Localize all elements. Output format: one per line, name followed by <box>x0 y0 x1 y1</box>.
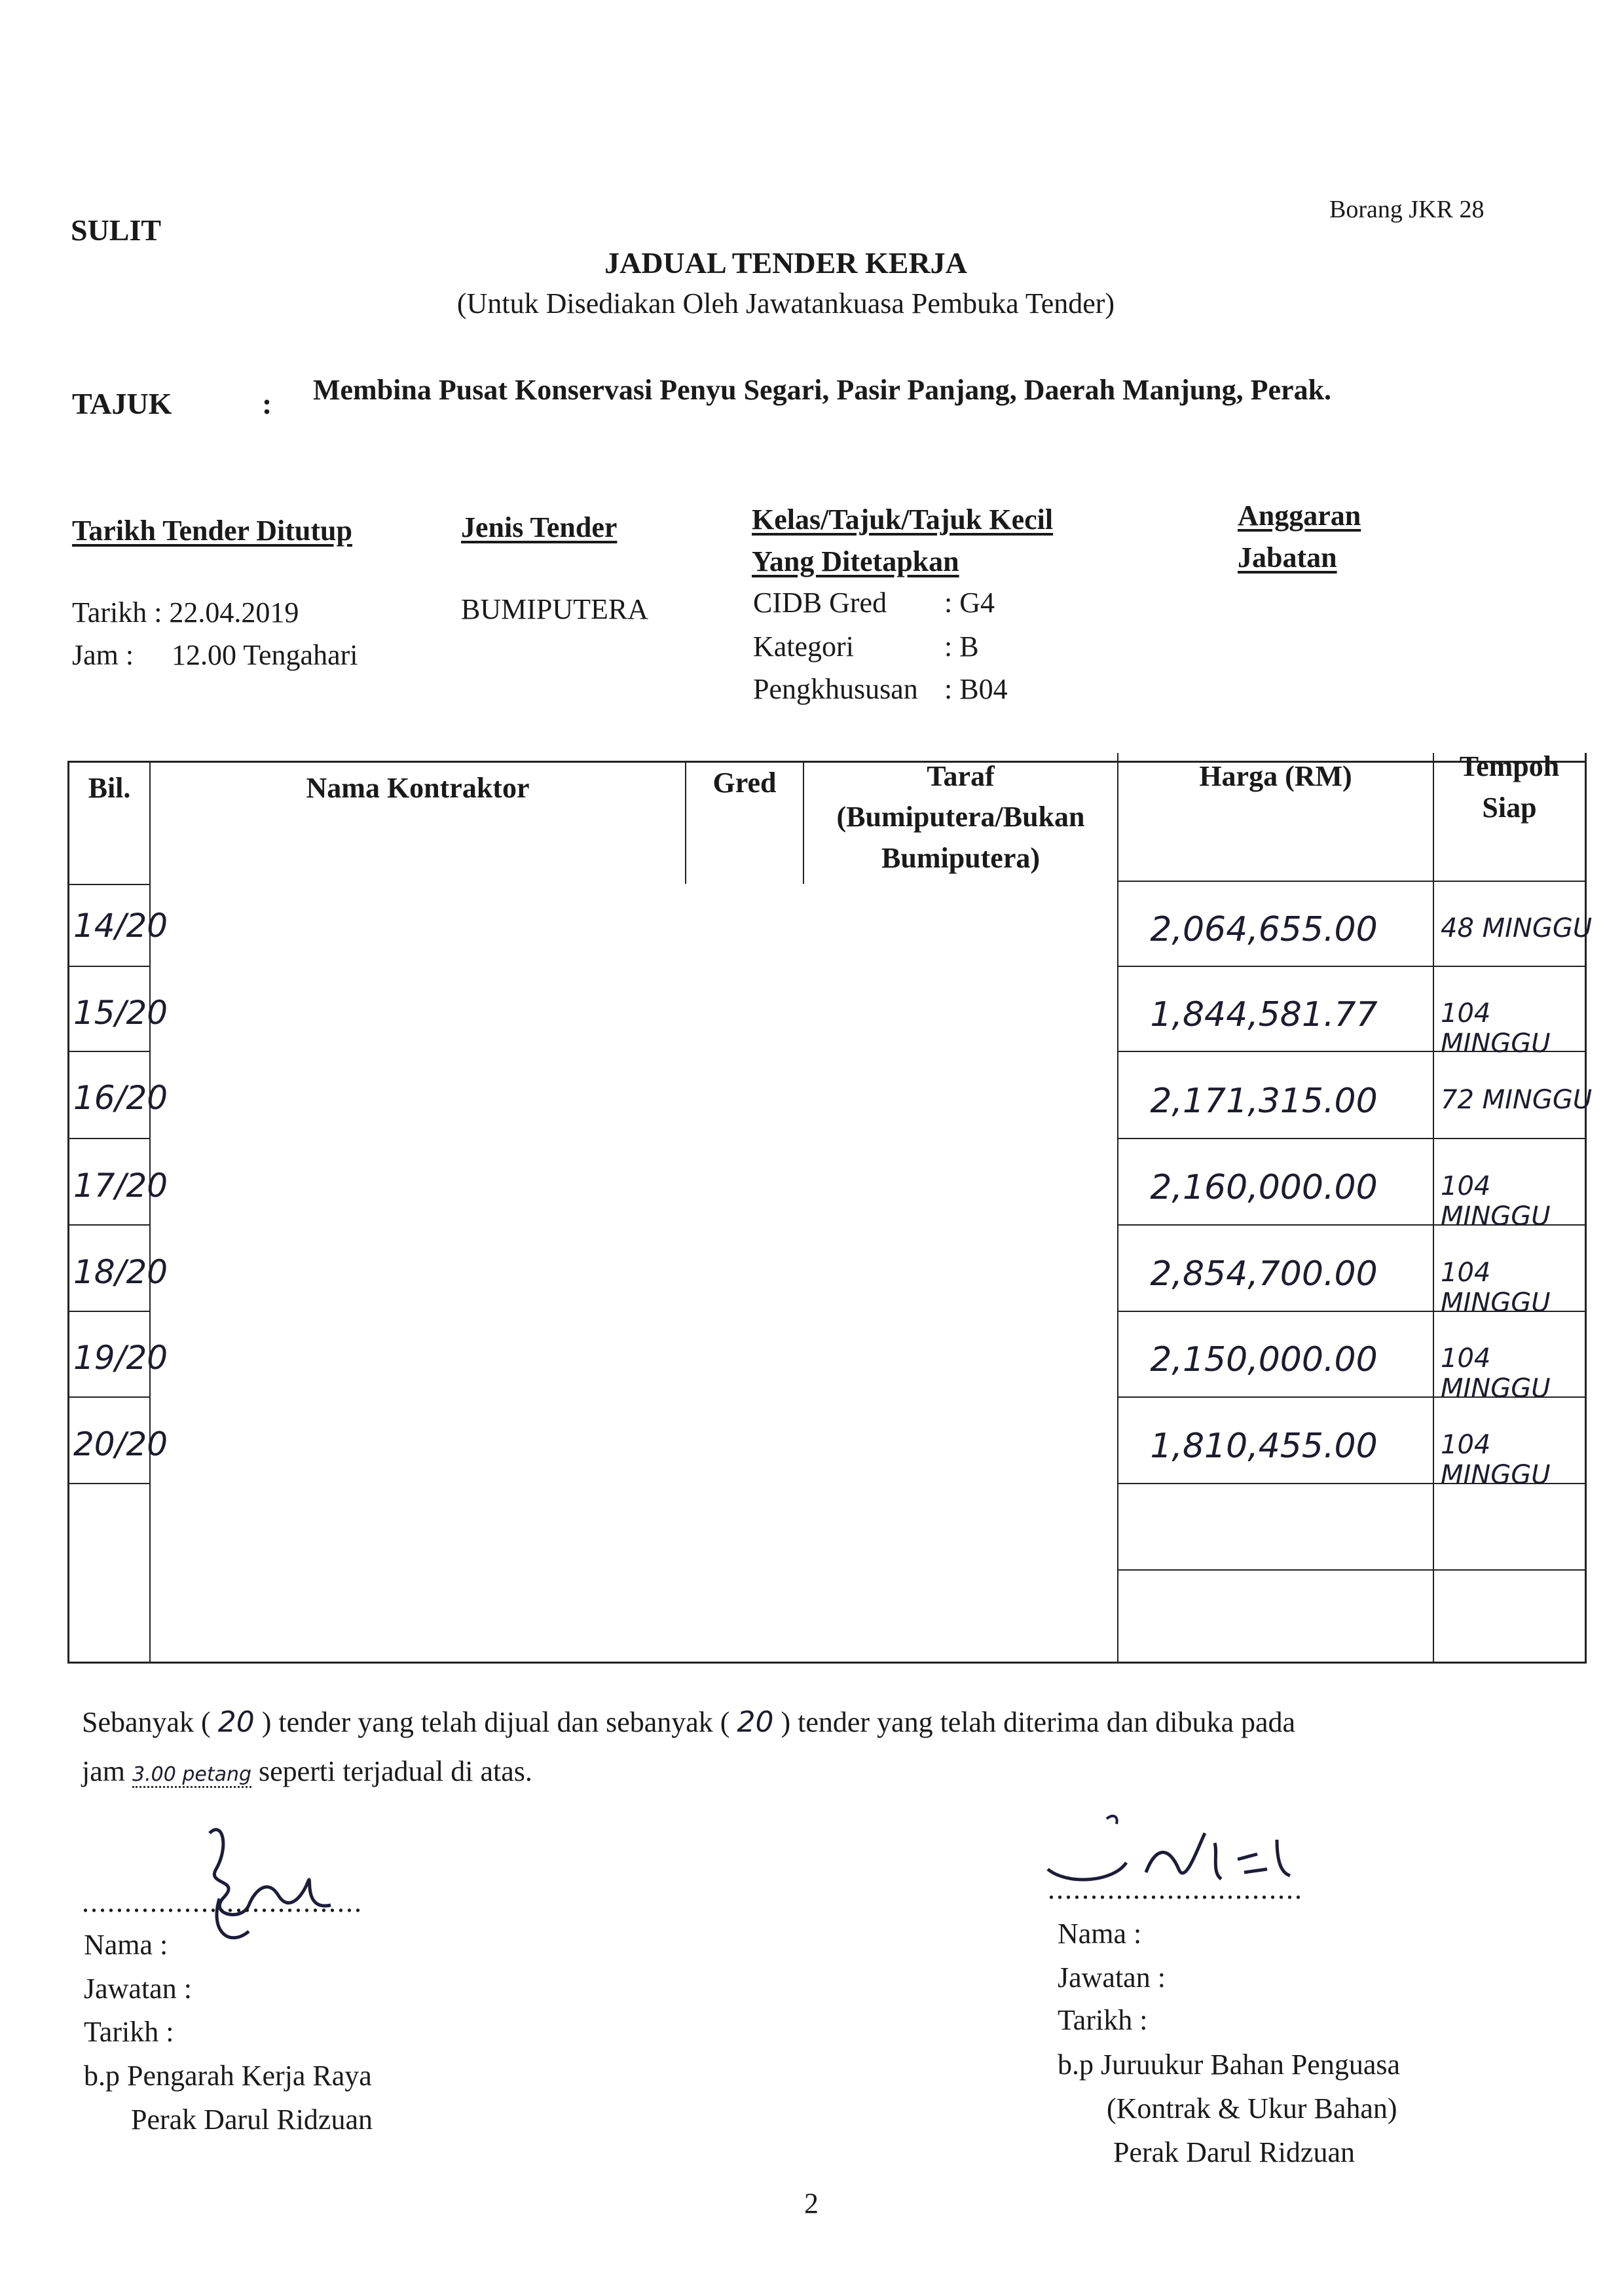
col-header-tempoh-line1: Tempoh <box>1459 750 1560 782</box>
row-bil: 20/20 <box>73 1425 168 1463</box>
cidb-label: CIDB Gred <box>753 587 887 619</box>
pengkhususan-value: : B04 <box>944 673 1008 705</box>
header-sep-bil <box>67 884 151 885</box>
jam-label: Jam : <box>72 639 134 671</box>
row-bil: 15/20 <box>73 994 168 1032</box>
jenis-heading: Jenis Tender <box>461 511 618 543</box>
right-jawatan-label: Jawatan : <box>1058 1961 1166 1994</box>
left-jawatan-label: Jawatan : <box>84 1973 192 2005</box>
jam-prefix: jam <box>82 1755 125 1787</box>
tajuk-colon: : <box>262 387 272 420</box>
document-title: JADUAL TENDER KERJA <box>604 246 967 280</box>
row-tempoh: 104 MINGGU <box>1441 1258 1551 1318</box>
col-header-tempoh-line2: Siap <box>1482 792 1537 824</box>
pengkhususan-label: Pengkhususan <box>753 673 918 705</box>
bil-row-line <box>67 1224 151 1226</box>
left-signature <box>170 1807 354 1958</box>
bil-row-line <box>67 1311 151 1312</box>
row-bil: 14/20 <box>73 907 168 945</box>
anggaran-heading-line2: Jabatan <box>1238 541 1337 574</box>
row-bil: 16/20 <box>73 1079 168 1117</box>
row-line <box>1117 1569 1587 1571</box>
row-bil: 18/20 <box>73 1253 168 1291</box>
header-sep-right <box>1117 881 1587 882</box>
col-header-taraf-line2: (Bumiputera/Bukan <box>836 801 1085 833</box>
received-count: 20 <box>737 1705 774 1739</box>
tajuk-text: Membina Pusat Konservasi Penyu Segari, Pasir Panjang, Daerah Manjung, Perak. <box>313 374 1332 406</box>
row-line <box>1117 1138 1587 1139</box>
row-tempoh: 104 MINGGU <box>1441 1343 1551 1404</box>
row-harga: 2,160,000.00 <box>1150 1168 1378 1207</box>
form-number: Borang JKR 28 <box>1329 196 1485 223</box>
bil-row-line <box>67 1138 151 1139</box>
col-header-bil: Bil. <box>88 772 131 804</box>
col-header-nama: Nama Kontraktor <box>306 772 530 804</box>
row-tempoh: 48 MINGGU <box>1441 913 1593 943</box>
page-number: 2 <box>804 2187 819 2219</box>
col-sep-taraf <box>1117 753 1118 1662</box>
col-sep-harga <box>1433 753 1434 1662</box>
summary-part-c: ) tender yang telah diterima dan dibuka pada <box>781 1706 1296 1738</box>
row-harga: 1,844,581.77 <box>1150 995 1378 1034</box>
jenis-value: BUMIPUTERA <box>461 593 649 625</box>
classification-label: SULIT <box>71 213 162 247</box>
row-tempoh: 104 MINGGU <box>1441 1430 1551 1490</box>
tarikh-value: Tarikh : 22.04.2019 <box>72 596 299 629</box>
summary-part-b: ) tender yang telah dijual dan sebanyak ( <box>261 1706 730 1738</box>
jam-handwritten: 3.00 petang <box>132 1763 251 1788</box>
left-nama-label: Nama : <box>84 1929 168 1961</box>
anggaran-heading-line1: Anggaran <box>1238 500 1361 532</box>
row-bil: 17/20 <box>73 1167 168 1205</box>
summary-line <box>82 1705 1295 1739</box>
row-harga: 2,854,700.00 <box>1150 1254 1378 1294</box>
table-left-border <box>67 761 69 1664</box>
table-bottom-border <box>67 1662 1587 1664</box>
col-header-harga: Harga (RM) <box>1199 760 1352 792</box>
bil-row-line <box>67 966 151 967</box>
cidb-value: : G4 <box>944 587 995 619</box>
left-bp-line1: b.p Pengarah Kerja Raya <box>84 2060 372 2092</box>
bil-row-line <box>67 1051 151 1052</box>
kategori-label: Kategori <box>753 630 854 663</box>
summary-jam-line <box>82 1755 532 1788</box>
row-harga: 2,150,000.00 <box>1150 1340 1378 1379</box>
row-harga: 2,064,655.00 <box>1150 910 1378 949</box>
kategori-value: : B <box>944 630 979 663</box>
right-bp-line2: (Kontrak & Ukur Bahan) <box>1107 2092 1397 2124</box>
left-signature-line: ................................. <box>82 1886 363 1918</box>
right-signature-line: .............................. <box>1048 1873 1303 1905</box>
left-tarikh-label: Tarikh : <box>84 2016 174 2048</box>
row-line <box>1117 966 1587 967</box>
row-bil: 19/20 <box>73 1339 168 1377</box>
bil-row-line <box>67 1483 151 1484</box>
right-tarikh-label: Tarikh : <box>1058 2004 1148 2036</box>
col-header-taraf-line1: Taraf <box>927 760 995 792</box>
summary-part-a: Sebanyak ( <box>82 1706 211 1738</box>
sold-count: 20 <box>217 1705 255 1739</box>
jam-suffix: seperti terjadual di atas. <box>259 1755 532 1787</box>
row-harga: 2,171,315.00 <box>1150 1082 1378 1121</box>
jam-value: 12.00 Tengahari <box>172 639 358 671</box>
row-tempoh: 72 MINGGU <box>1441 1085 1593 1115</box>
kelas-heading-line1: Kelas/Tajuk/Tajuk Kecil <box>752 503 1054 536</box>
row-tempoh: 104 MINGGU <box>1441 1171 1551 1231</box>
col-header-taraf-line3: Bumiputera) <box>881 842 1040 874</box>
right-bp-line1: b.p Juruukur Bahan Penguasa <box>1058 2049 1401 2081</box>
left-bp-line2: Perak Darul Ridzuan <box>131 2104 373 2136</box>
tajuk-label: TAJUK <box>72 387 172 420</box>
right-bp-line3: Perak Darul Ridzuan <box>1113 2136 1355 2168</box>
bil-row-line <box>67 1396 151 1398</box>
document-subtitle: (Untuk Disediakan Oleh Jawatankuasa Pembuka Tender) <box>456 287 1115 319</box>
right-nama-label: Nama : <box>1058 1918 1142 1950</box>
tarikh-heading: Tarikh Tender Ditutup <box>72 515 352 547</box>
row-tempoh: 104 MINGGU <box>1441 998 1551 1059</box>
row-harga: 1,810,455.00 <box>1150 1427 1378 1466</box>
col-sep-bil <box>149 763 151 1662</box>
col-header-gred: Gred <box>712 767 777 799</box>
kelas-heading-line2: Yang Ditetapkan <box>752 545 959 577</box>
